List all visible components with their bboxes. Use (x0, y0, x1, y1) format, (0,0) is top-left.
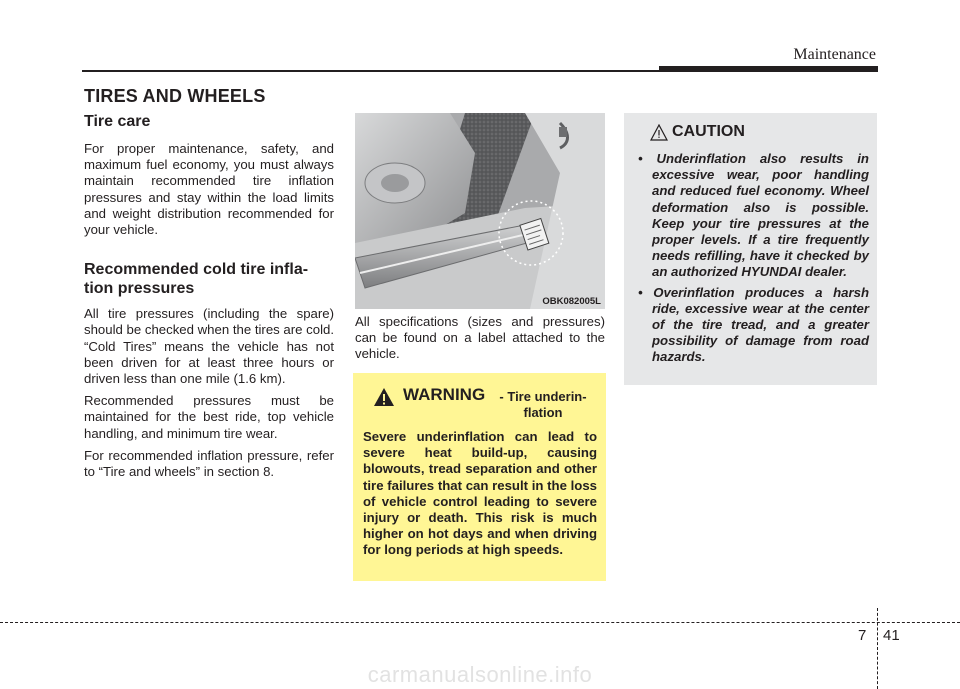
cold-tire-heading (84, 260, 334, 298)
door-sill-photo (355, 113, 605, 309)
caution-header (634, 121, 869, 147)
caution-item: • Overinflation produces a harsh ride, excessive wear at the center of the tire tread, and a greater possibility of damage from road hazards. (638, 284, 869, 365)
cold-tire-heading-line2: tion pressures (84, 280, 195, 298)
warning-box (353, 373, 606, 581)
warning-header (363, 385, 597, 429)
cold-tire-paragraph-2: Recommended pressures must be maintained for the best ride, top vehicle handling, and minimum tire wear. (84, 393, 334, 441)
header-accent-bar (659, 66, 878, 71)
left-column (84, 112, 334, 480)
watermark: carmanualsonline.info (367, 662, 593, 687)
caution-triangle-icon (650, 124, 668, 141)
chapter-number: 7 (858, 627, 867, 644)
caution-item-text: Overinflation produces a harsh ride, excessive wear at the center of the tire tread, and a greater possibility of damage from road hazards. (652, 284, 869, 365)
door-sill-illustration (355, 113, 605, 309)
caution-box (624, 113, 877, 385)
warning-triangle-icon (373, 387, 395, 407)
warning-subtitle-line1: - Tire underin- (499, 389, 587, 404)
warning-subtitle-line2: flation (523, 405, 563, 420)
warning-body: Severe underinflation can lead to severe heat build-up, causing blowouts, tread separation and other tire failures that can result in the loss of vehicle control leading to severe injury or death. This risk is much higher on hot days and when driving for long periods at high speeds. (363, 429, 597, 558)
cold-tire-paragraph-1: All tire pressures (including the spare) should be checked when the tires are cold. “Cold Tires” means the vehicle has not been driven for at least three hours or driven less than one mile (1.6 km). (84, 306, 334, 387)
cold-tire-paragraph-3: For recommended inflation pressure, refer to “Tire and wheels” in section 8. (84, 447, 334, 480)
caution-item: • Underinflation also results in excessive wear, poor handling and reduced fuel economy. Wheel deformation also is possible. Keep your tire pressures at the proper levels. If a tire frequently needs refilling, have it checked by an authorized HYUNDAI dealer. (638, 151, 869, 280)
tire-care-paragraph: For proper maintenance, safety, and maximum fuel economy, you must always maintain recommended tire inflation pressures and stay within the load limits and weight distribution recommended for your vehicle. (84, 141, 334, 238)
figure-caption: All specifications (sizes and pressures) can be found on a label attached to the vehicle. (355, 314, 605, 362)
tire-care-heading: Tire care (84, 113, 151, 130)
caution-list (634, 151, 869, 366)
figure-code: OBK082005L (542, 296, 601, 307)
caution-label: CAUTION (672, 123, 745, 140)
section-label: Maintenance (793, 46, 876, 63)
footer-dashed-rule (0, 622, 960, 623)
caution-item-text: Underinflation also results in excessive wear, poor handling and reduced fuel economy. Wheel deformation also is possible. Keep your tire pressures at the proper levels. If a tire frequently needs refilling, have it checked by an authorized HYUNDAI dealer. (652, 151, 869, 280)
cold-tire-heading-line1: Recommended cold tire infla- (84, 261, 309, 279)
page-number: 41 (883, 627, 900, 644)
figure-caption-block (355, 314, 605, 363)
page-title: TIRES AND WHEELS (84, 86, 266, 106)
warning-subtitle (487, 389, 599, 421)
warning-label: WARNING (403, 385, 486, 404)
